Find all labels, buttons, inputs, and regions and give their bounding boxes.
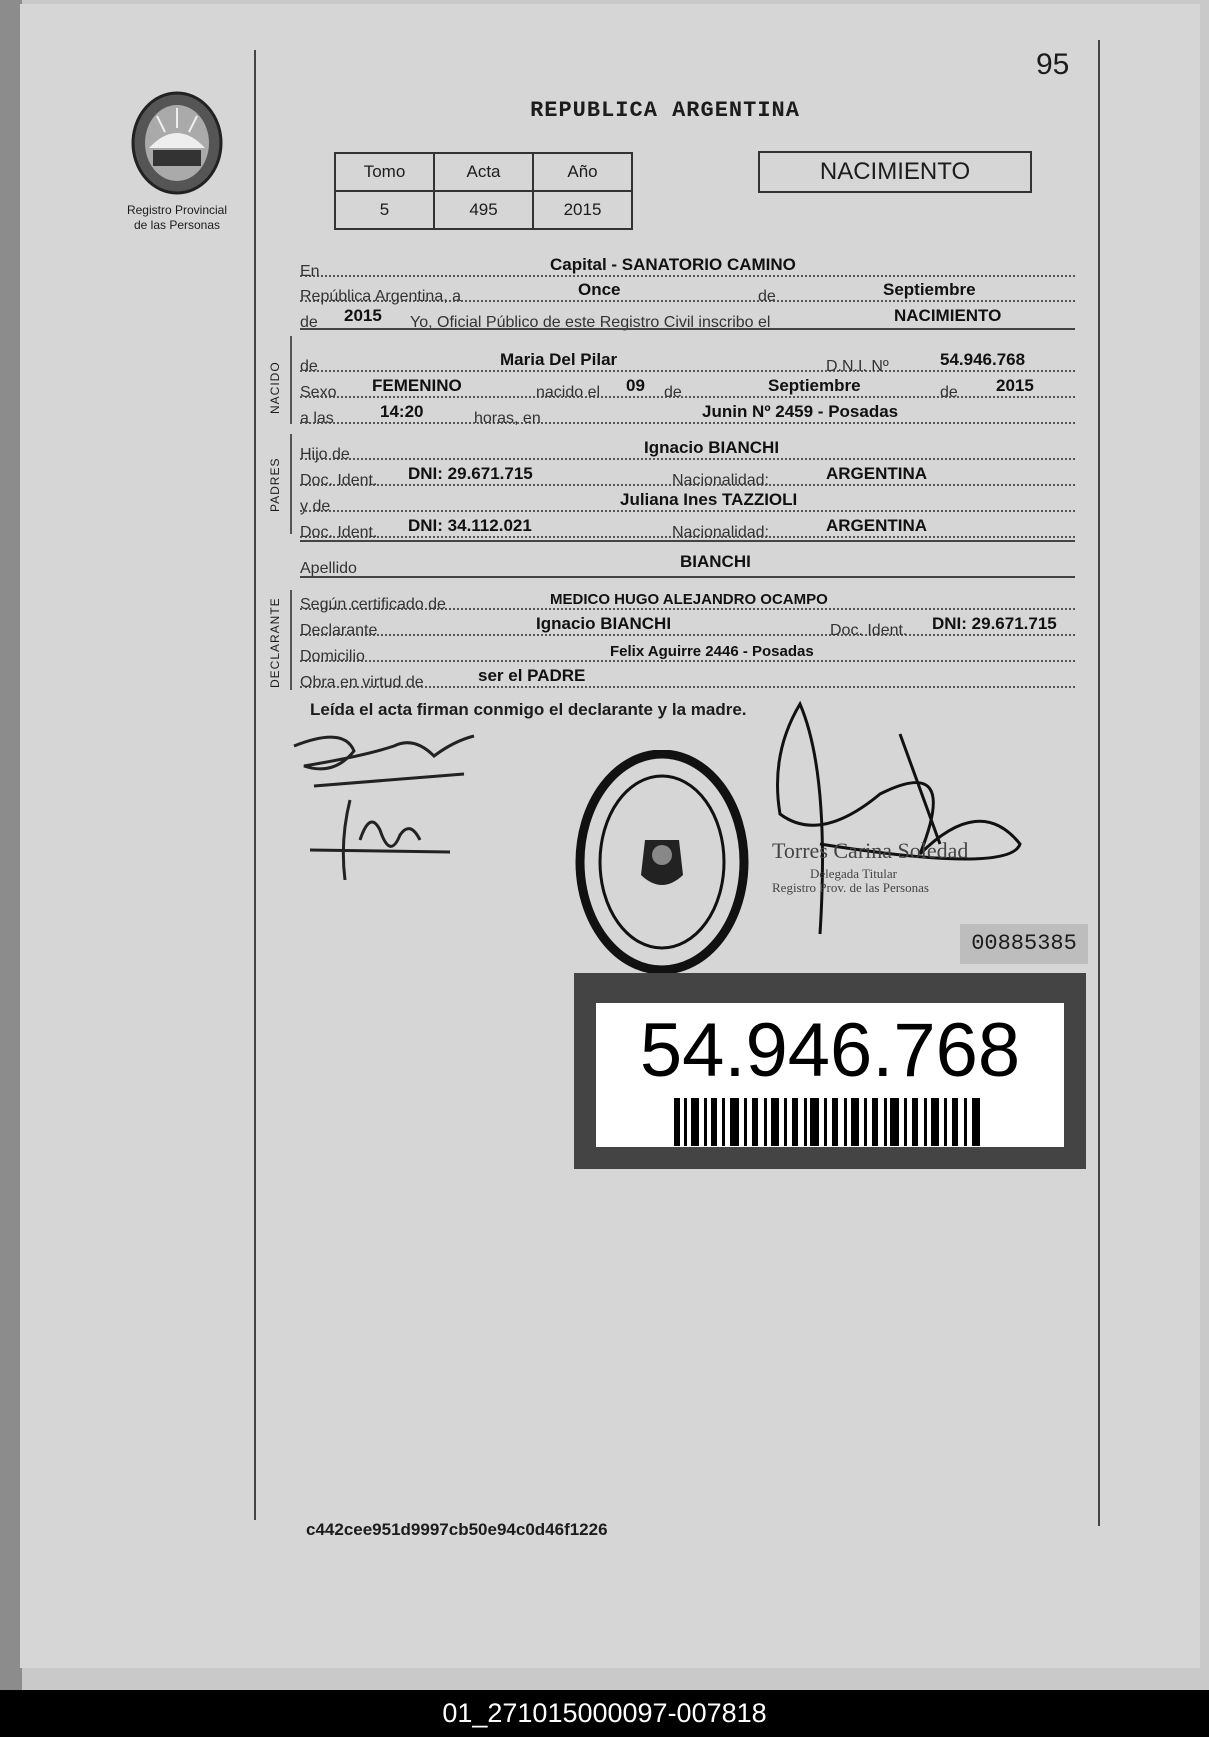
padre-doc-value: DNI: 29.671.715: [408, 464, 533, 483]
dni-label: D.N.I. Nº: [826, 358, 889, 375]
sticker-label: [596, 1003, 1064, 1147]
row-padre-doc: [300, 458, 1075, 489]
sexo-label: Sexo: [300, 384, 337, 401]
officer-name: Torres Carina Soledad: [772, 838, 969, 863]
scan-footer-id: 01_271015000097-007818: [0, 1690, 1209, 1737]
padre-doc-label: Doc. Ident.: [300, 472, 378, 489]
row-hijo-de: [300, 432, 1075, 463]
leida-statement: Leída el acta firman conmigo el declarante y la madre.: [310, 700, 747, 719]
row-certificado: [300, 582, 1075, 613]
nacido-el-label: nacido el: [536, 384, 601, 401]
coat-of-arms-icon: [127, 88, 227, 198]
row-en: [300, 249, 1075, 280]
barcode-icon: [674, 1098, 984, 1146]
en-label: En: [300, 263, 320, 280]
provincial-registry-logo: [118, 88, 236, 233]
row-y-de: [300, 484, 1075, 515]
row-a-las: [300, 396, 1075, 427]
record-table: [334, 152, 633, 230]
row-madre-doc: [300, 510, 1075, 541]
mother-signature: [300, 780, 470, 900]
padre-nac-value: ARGENTINA: [826, 464, 928, 483]
madre-nac-label: Nacionalidad:: [672, 524, 769, 541]
madre-nac-value: ARGENTINA: [826, 516, 928, 535]
apellido-label: Apellido: [300, 560, 357, 577]
padres-bar: [290, 434, 292, 534]
declarante-bar: [290, 590, 292, 690]
officer-signature: [760, 694, 1050, 954]
padre-nac-label: Nacionalidad:: [672, 472, 769, 489]
declarante-value: Ignacio BIANCHI: [536, 614, 672, 633]
sexo-value: FEMENINO: [372, 376, 462, 395]
madre-doc-label: Doc. Ident.: [300, 524, 378, 541]
mes-value: Septiembre: [883, 280, 976, 299]
madre-doc-value: DNI: 34.112.021: [408, 516, 532, 535]
declarante-section-label: DECLARANTE: [268, 597, 282, 688]
certificado-label: Según certificado de: [300, 596, 446, 613]
decl-doc-label: Doc. Ident.: [830, 622, 908, 639]
divider: [300, 540, 1075, 542]
divider: [300, 576, 1075, 578]
record-header-tomo: Tomo: [335, 153, 434, 191]
lugar-value: Junin Nº 2459 - Posadas: [702, 402, 899, 421]
document-hash: c442cee951d9997cb50e94c0d46f1226: [306, 1520, 608, 1539]
record-header-anio: Año: [533, 153, 632, 191]
en-value: Capital - SANATORIO CAMINO: [550, 255, 796, 274]
logo-caption-line2: de las Personas: [133, 218, 221, 232]
record-value-acta: 495: [434, 191, 533, 229]
row-domicilio: [300, 634, 1075, 665]
record-type-box: NACIMIENTO: [758, 151, 1032, 193]
row-sexo: [300, 370, 1075, 401]
dia-value: Once: [578, 280, 621, 299]
y-de-label: y de: [300, 498, 331, 515]
domicilio-label: Domicilio: [300, 648, 365, 665]
nac-de-label: de: [664, 384, 682, 401]
dni-value: 54.946.768: [940, 350, 1026, 369]
nac-de2-label: de: [940, 384, 958, 401]
row-declarante: [300, 608, 1075, 639]
left-margin-line: [254, 50, 256, 1520]
right-margin-line: [1098, 40, 1100, 1526]
inscribo-text: Yo, Oficial Público de este Registro Civil inscribo el: [410, 314, 771, 331]
hora-value: 14:20: [380, 402, 424, 421]
nacido-bar: [290, 336, 292, 424]
madre-value: Juliana Ines TAZZIOLI: [620, 490, 798, 509]
de2-label: de: [300, 314, 318, 331]
nacido-section-label: NACIDO: [268, 361, 282, 414]
registry-seal: [575, 750, 750, 975]
obra-value: ser el PADRE: [478, 666, 586, 685]
page-number: 95: [1036, 48, 1070, 81]
sticker-number: 54.946.768: [639, 1008, 1021, 1093]
nac-mes-value: Septiembre: [768, 376, 861, 395]
decl-doc-value: DNI: 29.671.715: [932, 614, 1057, 633]
row-republica: [300, 274, 1075, 305]
id-sticker: [574, 973, 1086, 1169]
anio-value: 2015: [344, 306, 382, 325]
record-value-tomo: 5: [335, 191, 434, 229]
certificado-value: MEDICO HUGO ALEJANDRO OCAMPO: [550, 591, 828, 608]
logo-caption-line1: Registro Provincial: [126, 203, 228, 217]
row-apellido: [300, 546, 1075, 577]
nombre-value: Maria Del Pilar: [500, 350, 618, 369]
divider: [300, 328, 1075, 330]
nac-dia-value: 09: [626, 376, 645, 395]
row-obra: [300, 660, 1075, 691]
inscribo-value: NACIMIENTO: [894, 306, 1002, 325]
officer-office: Registro Prov. de las Personas: [772, 880, 929, 895]
record-header-acta: Acta: [434, 153, 533, 191]
obra-label: Obra en virtud de: [300, 674, 424, 691]
republica-label: República Argentina, a: [300, 288, 461, 305]
horas-en-label: horas, en: [474, 410, 541, 427]
de-label: de: [758, 288, 776, 305]
document-title: REPUBLICA ARGENTINA: [530, 98, 800, 123]
scan-edge: [0, 0, 22, 1690]
row-nacido-de: [300, 344, 1075, 375]
domicilio-value: Felix Aguirre 2446 - Posadas: [610, 643, 814, 660]
apellido-value: BIANCHI: [680, 552, 751, 571]
a-las-label: a las: [300, 410, 334, 427]
serial-number: 00885385: [960, 924, 1088, 964]
hijo-de-label: Hijo de: [300, 446, 350, 463]
nac-anio-value: 2015: [996, 376, 1034, 395]
declarante-label: Declarante: [300, 622, 378, 639]
officer-title: Delegada Titular: [810, 866, 898, 881]
nacido-de-label: de: [300, 358, 318, 375]
record-value-anio: 2015: [533, 191, 632, 229]
padres-section-label: PADRES: [268, 457, 282, 512]
row-inscribo: [300, 300, 1075, 331]
padre-value: Ignacio BIANCHI: [644, 438, 780, 457]
